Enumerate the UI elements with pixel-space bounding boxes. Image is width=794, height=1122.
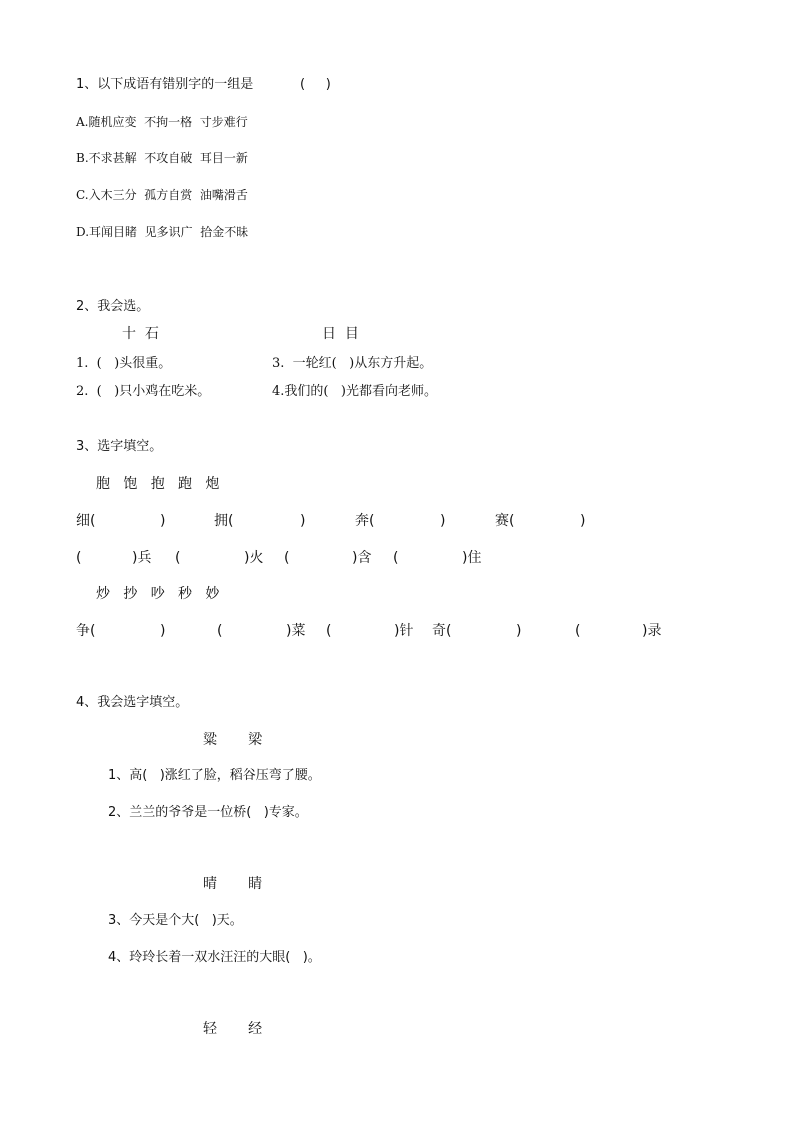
q3-row3-item2-open: (: [217, 623, 223, 639]
q1-answer-paren: ( ): [300, 77, 331, 92]
q3-row3-item1-open: 争(: [76, 623, 96, 639]
q4-item-3: 3、今天是个大( )天。: [108, 913, 243, 928]
q2-item-1: 1. ( )头很重。: [76, 356, 172, 371]
q3-row1-item2-open: 拥(: [214, 513, 234, 529]
q2-item-2: 2. ( )只小鸡在吃米。: [76, 384, 211, 399]
q1-option-c: C.入木三分 孤方自赏 油嘴滑舌: [76, 188, 248, 202]
q3-row1-item2-close: ): [300, 513, 306, 529]
q3-row1-item1-close: ): [160, 513, 166, 529]
q4-char-group-3: 轻 经: [203, 1021, 263, 1037]
q3-row3-item5-close: )录: [642, 623, 662, 639]
q3-title: 3、选字填空。: [76, 439, 163, 454]
q4-char-group-2: 晴 睛: [203, 876, 263, 892]
q3-row1-item4-open: 赛(: [495, 513, 515, 529]
q3-row1-item3-close: ): [440, 513, 446, 529]
q2-title: 2、我会选。: [76, 299, 150, 314]
q3-row2-item2-open: (: [175, 550, 181, 566]
q3-row3-item5-open: (: [575, 623, 581, 639]
q3-row2-item3-close: )含: [352, 550, 372, 566]
q4-char-group-1: 粱 梁: [203, 732, 263, 748]
q2-item-4: 4.我们的( )光都看向老师。: [272, 384, 437, 399]
q2-item-3: 3. 一轮红( )从东方升起。: [272, 356, 433, 371]
q4-title: 4、我会选字填空。: [76, 695, 189, 710]
q3-char-set-2: 炒 抄 吵 秒 妙: [96, 586, 220, 602]
q1-title: 1、以下成语有错别字的一组是: [76, 77, 254, 92]
q3-row3-item4-close: ): [516, 623, 522, 639]
q3-row2-item1-open: (: [76, 550, 82, 566]
q3-row2-item2-close: )火: [244, 550, 264, 566]
q3-row3-item2-close: )菜: [286, 623, 306, 639]
q3-row3-item4-open: 奇(: [432, 623, 452, 639]
q4-item-2: 2、兰兰的爷爷是一位桥( )专家。: [108, 805, 308, 820]
q3-row1-item1-open: 细(: [76, 513, 96, 529]
q3-row2-item4-close: )住: [462, 550, 482, 566]
q2-char-group-1: 十 石: [122, 326, 159, 342]
q3-row1-item4-close: ): [580, 513, 586, 529]
q3-row2-item3-open: (: [284, 550, 290, 566]
q3-row3-item3-open: (: [326, 623, 332, 639]
q1-option-a: A.随机应变 不拘一格 寸步难行: [76, 115, 248, 129]
q1-option-d: D.耳闻目睹 见多识广 拾金不昧: [76, 225, 249, 239]
q3-row3-item1-close: ): [160, 623, 166, 639]
q3-row3-item3-close: )针: [394, 623, 414, 639]
q1-option-b: B.不求甚解 不攻自破 耳目一新: [76, 151, 248, 165]
q3-row2-item1-close: )兵: [132, 550, 152, 566]
q3-char-set-1: 胞 饱 抱 跑 炮: [96, 476, 220, 492]
q4-item-1: 1、高( )涨红了脸，稻谷压弯了腰。: [108, 768, 321, 783]
q4-item-4: 4、玲玲长着一双水汪汪的大眼( )。: [108, 950, 321, 965]
q2-char-group-2: 日 目: [322, 326, 359, 342]
q3-row2-item4-open: (: [393, 550, 399, 566]
q3-row1-item3-open: 奔(: [355, 513, 375, 529]
